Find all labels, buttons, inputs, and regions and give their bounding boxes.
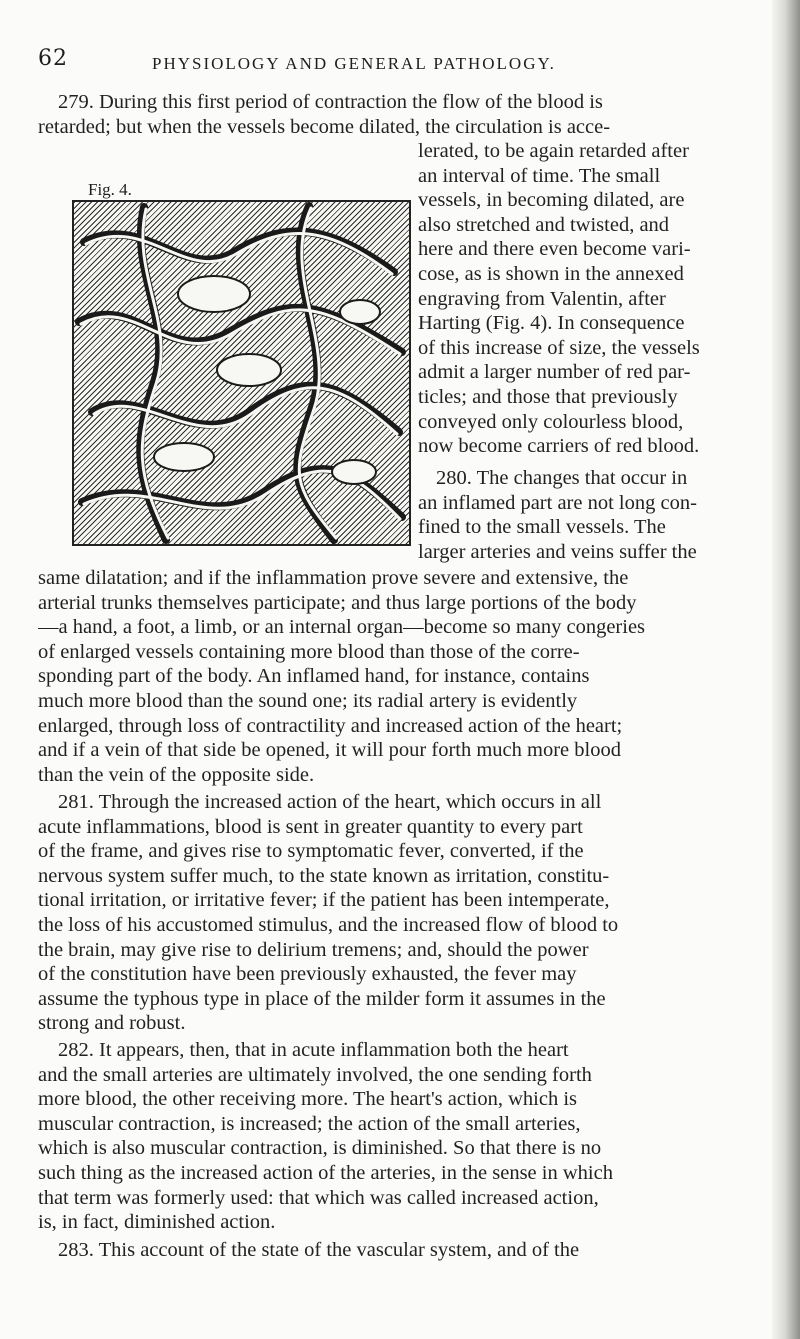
text-line: more blood, the other receiving more. The heart's action, which is <box>38 1088 577 1111</box>
text-line: 279. During this first period of contraction the flow of the blood is <box>58 91 603 113</box>
engraving-figure <box>72 200 411 546</box>
text-line: here and there even become vari- <box>418 238 691 261</box>
paragraph-279-column <box>418 139 766 459</box>
text-line: which is also muscular contraction, is diminished. So that there is no <box>38 1137 602 1160</box>
text-line: vessels, in becoming dilated, are <box>418 189 685 212</box>
text-line: of enlarged vessels containing more blood than those of the corre- <box>38 640 580 663</box>
text-line: 281. Through the increased action of the heart, which occurs in all <box>58 791 602 813</box>
text-line: than the vein of the opposite side. <box>38 763 315 786</box>
text-line: that term was formerly used: that which was called increased action, <box>38 1186 599 1209</box>
text-line: is, in fact, diminished action. <box>38 1211 276 1234</box>
paragraph-279-opening <box>38 90 750 139</box>
text-line: tional irritation, or irritative fever; if the patient has been intemperate, <box>38 889 610 912</box>
figure-label: Fig. 4. <box>88 180 132 199</box>
text-line: 282. It appears, then, that in acute inflammation both the heart <box>58 1039 569 1061</box>
text-line: much more blood than the sound one; its radial artery is evidently <box>38 689 578 712</box>
paragraph-281 <box>38 790 750 1036</box>
text-line: cose, as is shown in the annexed <box>418 262 684 285</box>
text-line: and if a vein of that side be opened, it will pour forth much more blood <box>38 739 621 762</box>
text-line: enlarged, through loss of contractility and increased action of the heart; <box>38 714 623 737</box>
text-line: strong and robust. <box>38 1012 186 1035</box>
text-line: an inflamed part are not long con- <box>418 491 697 514</box>
text-line: ticles; and those that previously <box>418 385 678 408</box>
text-line: arterial trunks themselves participate; and thus large portions of the body <box>38 591 637 614</box>
text-line: 283. This account of the state of the vascular system, and of the <box>58 1239 580 1261</box>
page-number: 62 <box>38 46 68 71</box>
paragraph-280-column <box>418 466 766 564</box>
text-line: assume the typhous type in place of the milder form it assumes in the <box>38 987 606 1010</box>
text-line: same dilatation; and if the inflammation prove severe and extensive, the <box>38 567 629 589</box>
text-line: the loss of his accustomed stimulus, and the increased flow of blood to <box>38 913 619 936</box>
paragraph-282 <box>38 1038 750 1235</box>
text-line: such thing as the increased action of the arteries, in the sense in which <box>38 1161 613 1184</box>
text-line: sponding part of the body. An inflamed hand, for instance, contains <box>38 665 590 688</box>
text-line: 280. The changes that occur in <box>436 467 688 489</box>
text-line: of the constitution have been previously exhausted, the fever may <box>38 963 577 986</box>
text-line: also stretched and twisted, and <box>418 213 670 236</box>
text-line: and the small arteries are ultimately involved, the one sending forth <box>38 1063 592 1086</box>
text-line: —a hand, a foot, a limb, or an internal organ—become so many congeries <box>38 616 646 639</box>
text-line: nervous system suffer much, to the state known as irritation, constitu- <box>38 864 610 887</box>
text-line: acute inflammations, blood is sent in greater quantity to every part <box>38 815 583 838</box>
text-line: an interval of time. The small <box>418 164 661 187</box>
paragraph-283 <box>38 1238 750 1263</box>
text-line: retarded; but when the vessels become dilated, the circulation is acce- <box>38 115 611 138</box>
text-line: the brain, may give rise to delirium tremens; and, should the power <box>38 938 589 961</box>
text-line: engraving from Valentin, after <box>418 287 666 310</box>
text-line: fined to the small vessels. The <box>418 516 666 539</box>
text-line: of the frame, and gives rise to symptomatic fever, converted, if the <box>38 840 584 863</box>
page-edge-shadow <box>772 0 800 1339</box>
paragraph-280-continuation <box>38 566 750 787</box>
text-line: conveyed only colourless blood, <box>418 410 684 433</box>
text-line: larger arteries and veins suffer the <box>418 540 697 563</box>
text-line: lerated, to be again retarded after <box>418 140 689 162</box>
text-line: Harting (Fig. 4). In consequence <box>418 312 685 335</box>
text-line: admit a larger number of red par- <box>418 361 691 384</box>
text-line: now become carriers of red blood. <box>418 435 700 458</box>
text-line: of this increase of size, the vessels <box>418 336 700 359</box>
running-head: PHYSIOLOGY AND GENERAL PATHOLOGY. <box>152 54 556 73</box>
blood-vessel-engraving <box>74 202 409 544</box>
text-line: muscular contraction, is increased; the action of the small arteries, <box>38 1112 581 1135</box>
